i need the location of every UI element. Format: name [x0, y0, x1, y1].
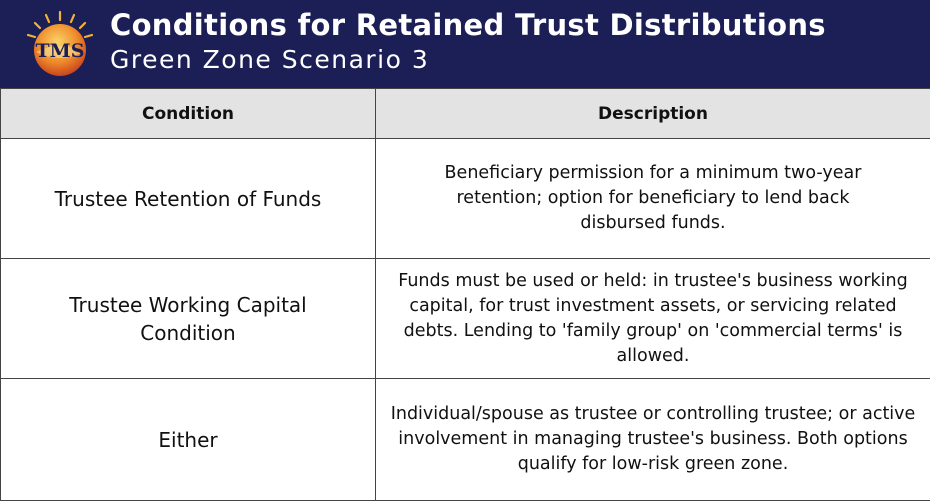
table-row — [1, 259, 930, 379]
page-subtitle: Green Zone Scenario 3 — [110, 44, 826, 76]
logo-text: TMS — [36, 40, 85, 62]
table-row — [1, 139, 930, 259]
column-header-condition: Condition — [1, 89, 376, 139]
table-row — [1, 379, 930, 501]
description-text: Individual/spouse as trustee or controlling trustee; or active involvement in managing trustee's business. Both options qualify for low-risk green zone. — [388, 402, 918, 477]
condition-cell: Trustee Working Capital Condition — [1, 259, 376, 379]
column-header-description: Description — [376, 89, 930, 139]
description-cell — [376, 259, 930, 379]
description-cell — [376, 379, 930, 501]
condition-cell: Trustee Retention of Funds — [1, 139, 376, 259]
header-titles — [110, 6, 826, 76]
page-header — [0, 0, 930, 88]
page-title: Conditions for Retained Trust Distributions — [110, 6, 826, 44]
tms-logo — [24, 10, 96, 80]
sun-logo-icon — [24, 10, 96, 80]
table-header-row — [1, 89, 930, 139]
description-cell — [376, 139, 930, 259]
description-text: Beneficiary permission for a minimum two-year retention; option for beneficiary to lend back disbursed funds. — [433, 161, 873, 236]
conditions-table — [0, 88, 930, 501]
condition-cell: Either — [1, 379, 376, 501]
description-text: Funds must be used or held: in trustee's business working capital, for trust investment assets, or servicing related debts. Lending to 'family group' on 'commercial terms' is allowed. — [388, 269, 918, 369]
